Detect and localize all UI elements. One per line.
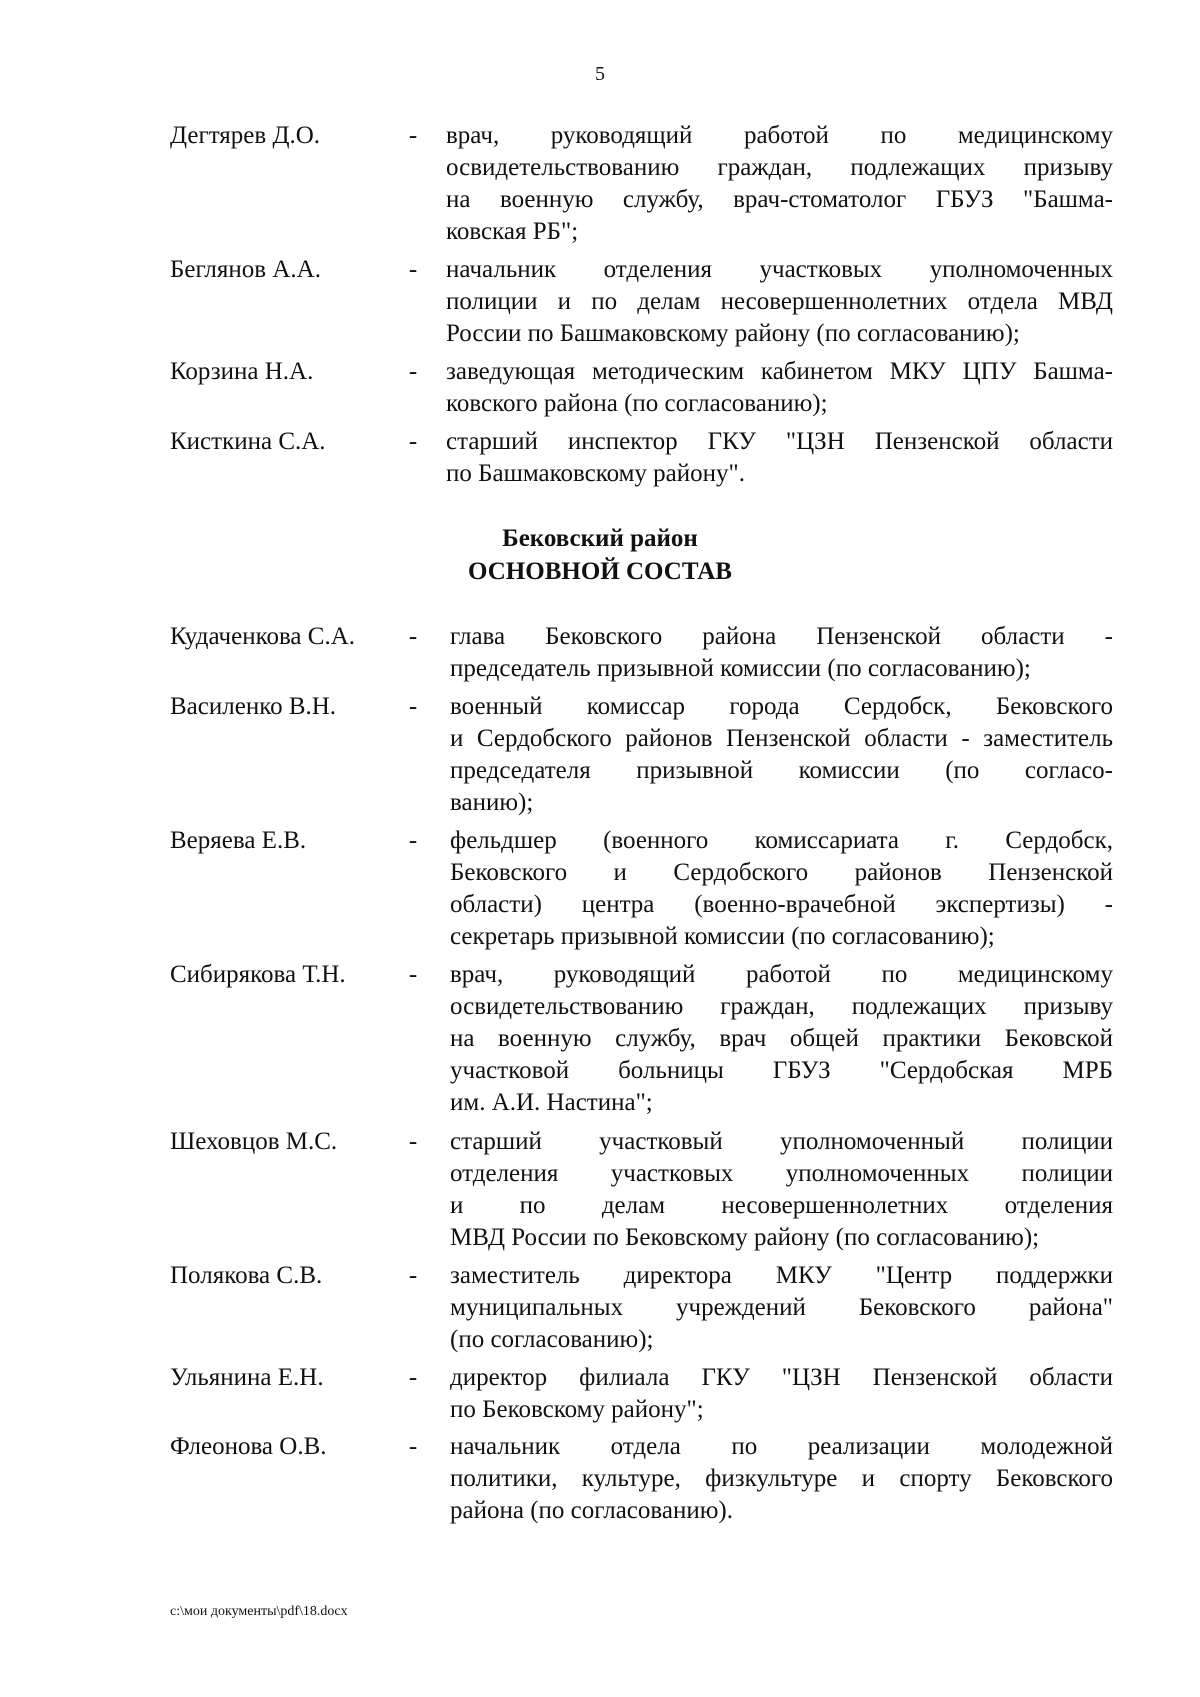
member-name: Кисткина С.А. — [170, 427, 326, 455]
role-line: отделения участковых уполномоченных полиции — [450, 1159, 1113, 1187]
role-line: ковская РБ"; — [446, 218, 579, 245]
role-line: по Бековскому району"; — [450, 1395, 704, 1423]
role-line: политики, культуре, физкультуре и спорту Бековского — [450, 1465, 1113, 1493]
member-name: Ульянина Е.Н. — [170, 1363, 324, 1391]
role-line: России по Башмаковскому району (по согласованию); — [446, 320, 1020, 348]
separator-dash: - — [408, 961, 418, 988]
member-name: Дегтярев Д.О. — [170, 122, 321, 149]
member-name: Сибирякова Т.Н. — [170, 961, 346, 988]
member-name: Веряева Е.В. — [170, 826, 307, 854]
role-line: ковского района (по согласованию); — [446, 390, 828, 418]
member-role — [450, 1126, 1113, 1254]
member-name: Полякова С.В. — [170, 1261, 323, 1289]
member-role — [450, 691, 1113, 819]
district-title: Бековский район — [502, 525, 698, 552]
role-line: муниципальных учреждений Бековского района" — [450, 1293, 1113, 1321]
role-line: области) центра (военно-врачебной экспертизы) - — [450, 890, 1113, 918]
member-name: Василенко В.Н. — [170, 692, 337, 720]
member-role — [450, 1431, 1113, 1527]
member-role — [450, 621, 1113, 685]
member-name: Беглянов А.А. — [170, 256, 321, 284]
separator-dash: - — [408, 826, 418, 854]
member-role — [446, 254, 1113, 350]
role-line: МВД России по Бековскому району (по согласованию); — [450, 1223, 1040, 1251]
role-line: врач, руководящий работой по медицинскому — [450, 961, 1113, 988]
separator-dash: - — [408, 692, 418, 720]
member-role — [450, 959, 1113, 1119]
role-line: и Сердобского районов Пензенской области - заместитель — [450, 724, 1113, 752]
separator-dash: - — [408, 1261, 418, 1289]
role-line: начальник отделения участковых уполномоченных — [446, 256, 1113, 284]
role-line: фельдшер (военного комиссариата г. Сердобск, — [450, 826, 1113, 854]
role-line: освидетельствованию граждан, подлежащих призыву — [446, 154, 1113, 181]
member-name: Шеховцов М.С. — [170, 1127, 338, 1155]
separator-dash: - — [408, 427, 418, 455]
separator-dash: - — [408, 623, 418, 650]
role-line: участковой больницы ГБУЗ "Сердобская МРБ — [450, 1057, 1113, 1084]
role-line: на военную службу, врач-стоматолог ГБУЗ "Башма- — [446, 186, 1113, 213]
role-line: военный комиссар города Сердобск, Бековского — [450, 692, 1113, 720]
role-line: на военную службу, врач общей практики Бековской — [450, 1025, 1113, 1052]
role-line: старший инспектор ГКУ "ЦЗН Пензенской области — [446, 427, 1113, 455]
member-role — [446, 120, 1113, 248]
member-role — [450, 1362, 1113, 1426]
separator-dash: - — [408, 1433, 418, 1461]
role-line: (по согласованию); — [450, 1325, 654, 1353]
role-line: врач, руководящий работой по медицинскому — [446, 122, 1113, 149]
separator-dash: - — [408, 122, 418, 149]
role-line: директор филиала ГКУ "ЦЗН Пензенской области — [450, 1363, 1113, 1391]
role-line: освидетельствованию граждан, подлежащих призыву — [450, 993, 1113, 1020]
role-line: секретарь призывной комиссии (по согласованию); — [450, 922, 995, 950]
role-line: по Башмаковскому району". — [446, 459, 745, 487]
member-name: Корзина Н.А. — [170, 358, 314, 386]
member-role — [450, 825, 1113, 953]
role-line: полиции и по делам несовершеннолетних отдела МВД — [446, 288, 1113, 316]
member-name: Кудаченкова С.А. — [170, 623, 356, 650]
role-line: председателя призывной комиссии (по согласо- — [450, 756, 1113, 784]
member-role — [446, 356, 1113, 420]
member-role — [446, 426, 1113, 490]
role-line: глава Бековского района Пензенской области - — [450, 623, 1113, 650]
role-line: начальник отдела по реализации молодежной — [450, 1433, 1113, 1461]
role-line: старший участковый уполномоченный полиции — [450, 1127, 1113, 1155]
member-name: Флеонова О.В. — [170, 1433, 327, 1461]
separator-dash: - — [408, 256, 418, 284]
page-number: 5 — [595, 63, 605, 85]
role-line: района (по согласованию). — [450, 1497, 733, 1525]
role-line: ванию); — [450, 788, 534, 816]
role-line: заведующая методическим кабинетом МКУ ЦПУ Башма- — [446, 358, 1113, 386]
separator-dash: - — [408, 1127, 418, 1155]
role-line: и по делам несовершеннолетних отделения — [450, 1191, 1113, 1219]
separator-dash: - — [408, 1363, 418, 1391]
member-role — [450, 1260, 1113, 1356]
role-line: заместитель директора МКУ "Центр поддержки — [450, 1261, 1113, 1289]
footer-file-path: c:\мои документы\pdf\18.docx — [170, 1604, 348, 1619]
separator-dash: - — [408, 358, 418, 386]
role-line: Бековского и Сердобского районов Пензенской — [450, 858, 1113, 886]
role-line: им. А.И. Настина"; — [450, 1089, 653, 1116]
composition-title: ОСНОВНОЙ СОСТАВ — [468, 558, 732, 585]
role-line: председатель призывной комиссии (по согласованию); — [450, 655, 1031, 682]
